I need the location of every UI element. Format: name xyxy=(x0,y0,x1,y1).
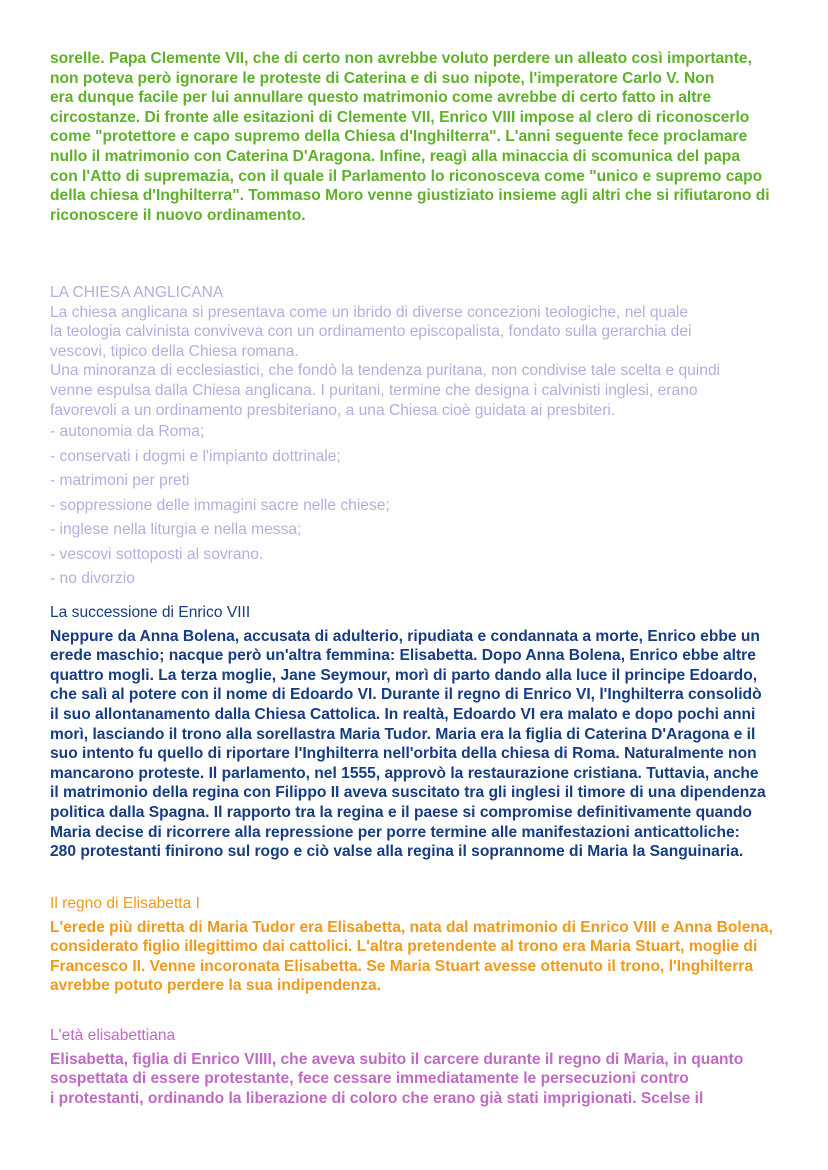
text-line: della chiesa d'Inghilterra". Tommaso Moro venne giustiziato insieme agli altri che si rifiutarono di xyxy=(50,187,770,205)
list-item: - conservati i dogmi e l'impianto dottrinale; xyxy=(50,447,341,465)
section-heading: LA CHIESA ANGLICANA xyxy=(50,284,224,301)
text-line: che salì al potere con il nome di Edoardo VI. Durante il regno di Enrico VI, l'Inghilterra consolidò xyxy=(50,686,762,704)
text-line: era dunque facile per lui annullare questo matrimonio come avrebbe di certo fatto in altre xyxy=(50,89,712,107)
list-item: - vescovi sottoposti al sovrano. xyxy=(50,545,264,563)
text-line: Maria decise di ricorrere alla repressione per porre termine alle manifestazioni anticattoliche: xyxy=(50,823,740,841)
section-heading: L'età elisabettiana xyxy=(50,1027,176,1044)
text-line: nullo il matrimonio con Caterina D'Aragona. Infine, reagì alla minaccia di scomunica del papa xyxy=(50,147,740,165)
text-line: riconoscere il nuovo ordinamento. xyxy=(50,206,306,224)
list-item: - inglese nella liturgia e nella messa; xyxy=(50,521,302,539)
text-line: 280 protestanti finirono sul rogo e ciò valse alla regina il soprannome di Maria la Sanguinaria. xyxy=(50,843,744,861)
text-line: politica dalla Spagna. Il rapporto tra la regina e il paese si compromise definitivamente quando xyxy=(50,803,752,821)
text-line: avrebbe potuto perdere la sua indipendenza. xyxy=(50,977,382,995)
text-line: i protestanti, ordinando la liberazione di coloro che erano già stati imprigionati. Scelse il xyxy=(50,1089,704,1107)
section-regno-elisabetta xyxy=(50,894,790,996)
text-line: Neppure da Anna Bolena, accusata di adulterio, ripudiata e condannata a morte, Enrico ebbe un xyxy=(50,627,760,645)
list-item: - soppressione delle immagini sacre nelle chiese; xyxy=(50,496,390,514)
text-line: non poteva però ignorare le proteste di Caterina e di suo nipote, l'imperatore Carlo V. Non xyxy=(50,69,715,87)
text-line: sorelle. Papa Clemente VII, che di certo non avrebbe voluto perdere un alleato così importante, xyxy=(50,50,752,67)
text-line: considerato figlio illegittimo dai cattolici. L'altra pretendente al trono era Maria Stuart, moglie di xyxy=(50,938,758,956)
text-line: L'erede più diretta di Maria Tudor era Elisabetta, nata dal matrimonio di Enrico VIII e Anna Bolena, xyxy=(50,918,773,936)
text-line: il suo allontanamento dalla Chiesa Cattolica. In realtà, Edoardo VI era malato e dopo pochi anni xyxy=(50,705,756,723)
text-line: erede maschio; nacque però un'altra femmina: Elisabetta. Dopo Anna Bolena, Enrico ebbe altre xyxy=(50,647,756,665)
section-successione xyxy=(50,603,790,862)
features-list xyxy=(50,420,790,592)
text-line: il matrimonio della regina con Filippo II aveva suscitato tra gli inglesi il timore di una dipendenza xyxy=(50,784,766,802)
text-line: venne espulsa dalla Chiesa anglicana. I puritani, termine che designa i calvinisti inglesi, erano xyxy=(50,381,698,399)
text-line: circostanze. Di fronte alle esitazioni di Clemente VII, Enrico VIII impose al clero di riconoscerlo xyxy=(50,108,750,126)
text-line: Una minoranza di ecclesiastici, che fondò la tendenza puritana, non condivise tale scelta e quindi xyxy=(50,362,721,380)
section-eta-elisabettiana xyxy=(50,1026,790,1108)
text-line: quattro mogli. La terza moglie, Jane Seymour, morì di parto dando alla luce il principe Edoardo, xyxy=(50,666,758,684)
text-line: La chiesa anglicana si presentava come un ibrido di diverse concezioni teologiche, nel quale xyxy=(50,303,689,321)
text-line: come "protettore e capo supremo della Chiesa d'Inghilterra". L'anni seguente fece proclamare xyxy=(50,128,748,146)
paragraph-enrico-viii-supremacy xyxy=(50,49,790,225)
text-line: mancarono proteste. Il parlamento, nel 1555, approvò la restaurazione cristiana. Tuttavia, anche xyxy=(50,764,759,782)
text-line: suo intento fu quello di riportare l'Inghilterra nell'orbita della chiesa di Roma. Naturalmente non xyxy=(50,745,757,763)
section-chiesa-anglicana xyxy=(50,283,790,592)
text-line: favorevoli a un ordinamento presbiteriano, a una Chiesa cioè guidata ai presbiteri. xyxy=(50,401,616,419)
section-heading: La successione di Enrico VIII xyxy=(50,604,251,621)
text-line: con l'Atto di supremazia, con il quale il Parlamento lo riconosceva come "unico e supremo capo xyxy=(50,167,763,185)
section-heading: Il regno di Elisabetta I xyxy=(50,895,200,912)
list-item: - matrimoni per preti xyxy=(50,472,190,490)
text-line: sospettata di essere protestante, fece cessare immediatamente le persecuzioni contro xyxy=(50,1070,689,1088)
list-item: - no divorzio xyxy=(50,570,135,588)
text-line: morì, lasciando il trono alla sorellastra Maria Tudor. Maria era la figlia di Caterina D'Aragona e il xyxy=(50,725,756,743)
text-line: la teologia calvinista conviveva con un ordinamento episcopalista, fondato sulla gerarchia dei xyxy=(50,323,692,341)
text-line: Francesco II. Venne incoronata Elisabetta. Se Maria Stuart avesse ottenuto il trono, l'Inghilterra xyxy=(50,957,754,975)
list-item: - autonomia da Roma; xyxy=(50,423,205,441)
text-line: Elisabetta, figlia di Enrico VIIII, che aveva subito il carcere durante il regno di Maria, in quanto xyxy=(50,1050,744,1068)
text-line: vescovi, tipico della Chiesa romana. xyxy=(50,342,299,360)
